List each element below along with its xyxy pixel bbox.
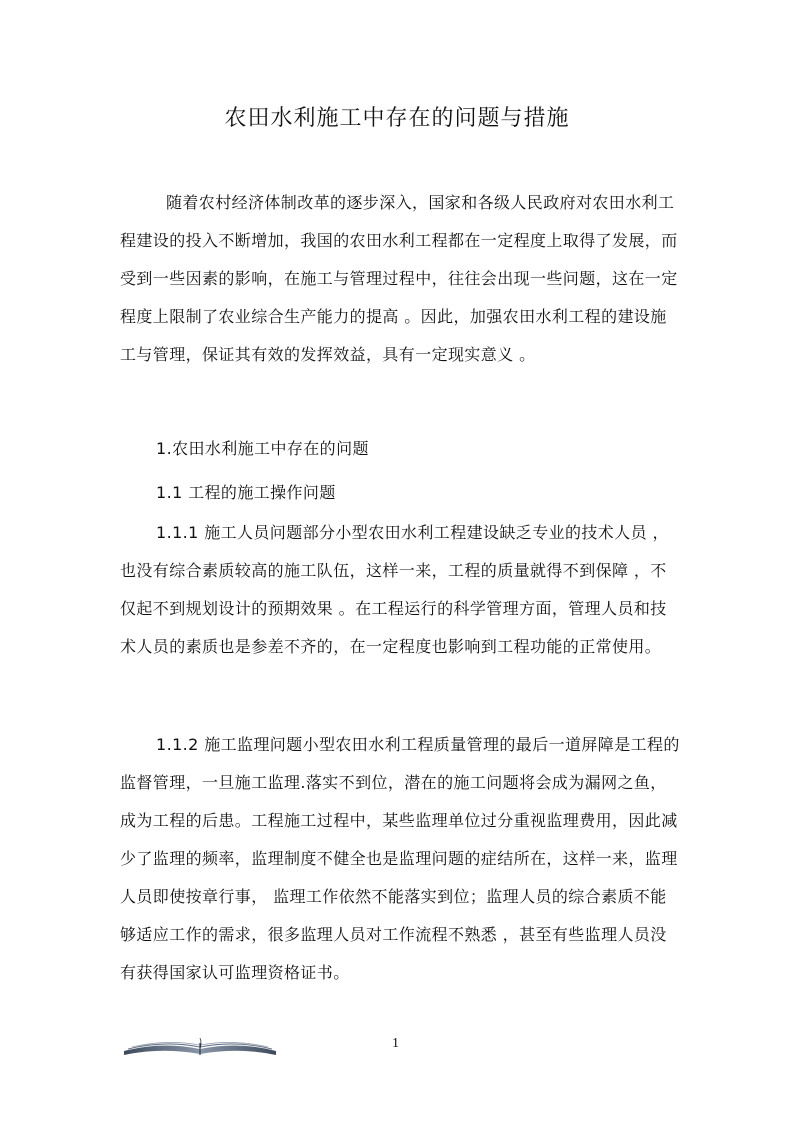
intro-paragraph: 随着农村经济体制改革的逐步深入，国家和各级人民政府对农田水利工程建设的投入不断增加，我国的农田水利工程都在一定程度上取得了发展，而受到一些因素的影响，在施工与管理过程中，往往会出现一些问题，这在一定程度上限制了农业综合生产能力的提高 。因此，加强农田水利工程的建设施工与管理，保证其有效的发挥效益，具有一定现实意义 。 bbox=[120, 193, 678, 364]
open-book-icon bbox=[122, 1035, 278, 1059]
paragraph-1-1-1: 1.1.1 施工人员问题部分小型农田水利工程建设缺乏专业的技术人员 ，也没有综合素质较高的施工队伍，这样一来，工程的质量就得不到保障 ，不仅起不到规划设计的预期效果 。在工程运行的科学管理方面，管理人员和技术人员的素质也是参差不齐的，在一定程度也影响到工程功能的正常使用。 bbox=[120, 523, 669, 656]
document-title: 农田水利施工中存在的问题与措施 bbox=[224, 106, 570, 131]
section-heading: 1.农田水利施工中存在的问题 bbox=[156, 439, 369, 458]
paragraph-1-1-2: 1.1.2 施工监理问题小型农田水利工程质量管理的最后一道屏障是工程的监督管理，一旦施工监理.落实不到位，潜在的施工问题将会成为漏网之鱼，成为工程的后患。工程施工过程中，某些监理单位过分重视监理费用，因此减少了监理的频率，监理制度不健全也是监理问题的症结所在，这样一来，监理人员即使按章行事， 监理工作依然不能落实到位；监理人员的综合素质不能够适应工作的需求，很多监理人员对工作流程不熟悉 ，甚至有些监理人员没有获得国家认可监理资格证书。 bbox=[120, 735, 680, 982]
subsection-heading: 1.1 工程的施工操作问题 bbox=[156, 483, 336, 502]
page-number: 1 bbox=[392, 1036, 399, 1051]
